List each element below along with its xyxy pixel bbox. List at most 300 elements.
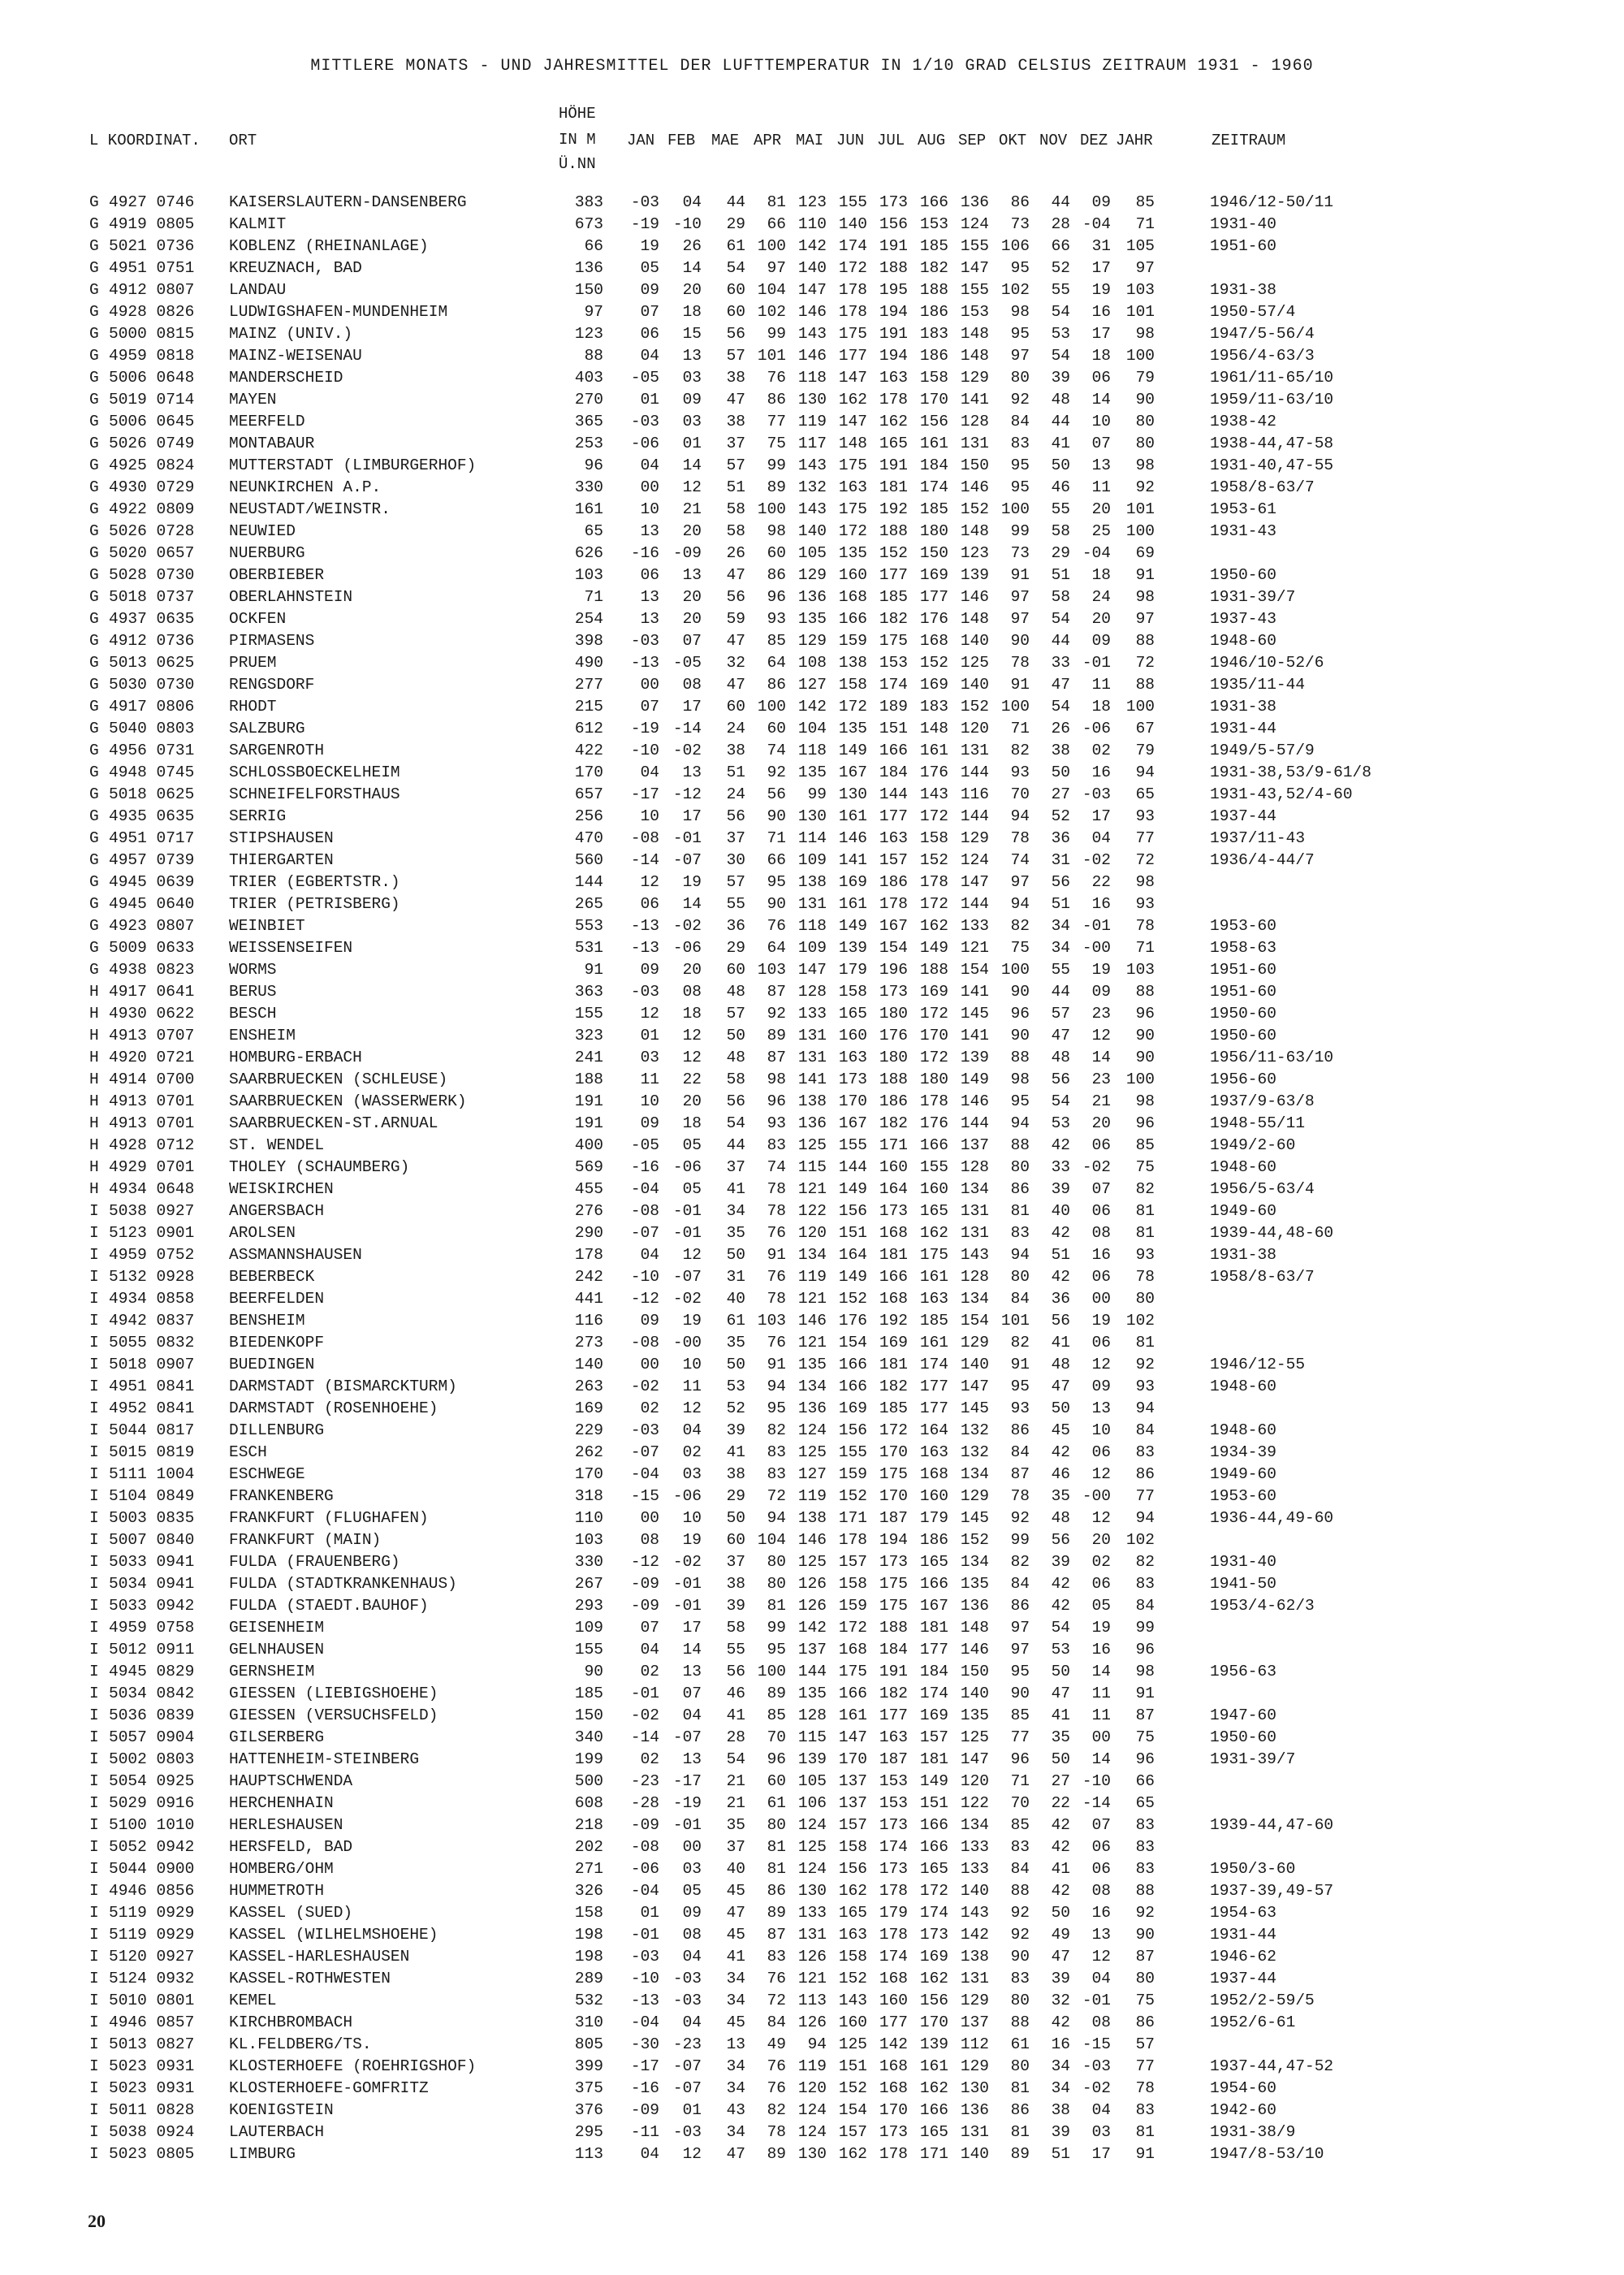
cell-mai: 138 xyxy=(797,1092,827,1110)
table-row xyxy=(0,1551,1624,1573)
cell-koordinate: 4919 0805 xyxy=(109,215,195,233)
cell-feb: 05 xyxy=(682,1180,702,1198)
cell-hoehe: 273 xyxy=(574,1334,603,1352)
cell-okt: 88 xyxy=(1010,1136,1030,1154)
cell-dez: -00 xyxy=(1082,1487,1111,1505)
cell-ort: KL.FELDBERG/TS. xyxy=(229,2035,372,2053)
cell-sep: 131 xyxy=(960,1970,989,1987)
cell-mai: 124 xyxy=(797,1860,827,1878)
cell-dez: 11 xyxy=(1091,1706,1111,1724)
table-row xyxy=(0,696,1624,718)
cell-okt: 75 xyxy=(1010,939,1030,957)
cell-aug: 172 xyxy=(919,1005,948,1023)
cell-dez: 05 xyxy=(1091,1597,1111,1615)
cell-mai: 140 xyxy=(797,522,827,540)
cell-ort: GEISENHEIM xyxy=(229,1619,325,1637)
cell-aug: 160 xyxy=(919,1487,948,1505)
table-row xyxy=(0,499,1624,521)
cell-aug: 176 xyxy=(919,610,948,628)
cell-jul: 173 xyxy=(879,193,908,211)
cell-hoehe: 276 xyxy=(574,1202,603,1220)
cell-land-code: I xyxy=(89,1531,99,1549)
cell-jun: 159 xyxy=(838,632,867,650)
cell-aug: 149 xyxy=(919,939,948,957)
cell-land-code: G xyxy=(89,895,99,913)
cell-zeitraum: 1951-60 xyxy=(1210,237,1276,255)
cell-zeitraum: 1939-44,47-60 xyxy=(1210,1816,1334,1834)
cell-nov: 56 xyxy=(1051,873,1070,891)
cell-jun: 157 xyxy=(838,1553,867,1571)
cell-jul: 177 xyxy=(879,807,908,825)
cell-aug: 169 xyxy=(919,983,948,1001)
cell-mae: 50 xyxy=(726,1246,745,1264)
cell-jul: 167 xyxy=(879,917,908,935)
cell-jahr: 98 xyxy=(1135,456,1155,474)
cell-zeitraum: 1958/8-63/7 xyxy=(1210,1268,1315,1286)
cell-apr: 104 xyxy=(757,1531,786,1549)
cell-jahr: 80 xyxy=(1135,1290,1155,1308)
cell-hoehe: 500 xyxy=(574,1772,603,1790)
cell-feb: 20 xyxy=(682,588,702,606)
cell-dez: 16 xyxy=(1091,763,1111,781)
cell-nov: 35 xyxy=(1051,1487,1070,1505)
table-row xyxy=(0,652,1624,674)
cell-sep: 145 xyxy=(960,1399,989,1417)
cell-apr: 83 xyxy=(767,1136,786,1154)
cell-jahr: 100 xyxy=(1125,522,1155,540)
cell-jahr: 86 xyxy=(1135,2013,1155,2031)
cell-apr: 82 xyxy=(767,1421,786,1439)
cell-ort: HERSFELD, BAD xyxy=(229,1838,353,1856)
table-row xyxy=(0,455,1624,477)
cell-dez: 12 xyxy=(1091,1027,1111,1045)
table-row xyxy=(0,608,1624,630)
cell-mai: 124 xyxy=(797,1421,827,1439)
cell-jan: -15 xyxy=(630,1487,659,1505)
cell-ort: SCHNEIFELFORSTHAUS xyxy=(229,785,400,803)
cell-koordinate: 5038 0927 xyxy=(109,1202,195,1220)
cell-ort: LIMBURG xyxy=(229,2145,296,2163)
cell-apr: 89 xyxy=(767,2145,786,2163)
cell-jan: -30 xyxy=(630,2035,659,2053)
cell-apr: 92 xyxy=(767,1005,786,1023)
cell-jun: 167 xyxy=(838,763,867,781)
cell-apr: 91 xyxy=(767,1356,786,1373)
table-row xyxy=(0,1617,1624,1639)
cell-koordinate: 5123 0901 xyxy=(109,1224,195,1242)
cell-mae: 61 xyxy=(726,1312,745,1330)
cell-land-code: I xyxy=(89,1575,99,1593)
cell-zeitraum: 1937/11-43 xyxy=(1210,829,1306,847)
cell-nov: 48 xyxy=(1051,391,1070,409)
cell-hoehe: 295 xyxy=(574,2123,603,2141)
cell-ort: NEUNKIRCHEN A.P. xyxy=(229,478,382,496)
cell-jahr: 96 xyxy=(1135,1641,1155,1659)
cell-okt: 86 xyxy=(1010,1421,1030,1439)
cell-aug: 186 xyxy=(919,303,948,321)
cell-aug: 177 xyxy=(919,1399,948,1417)
cell-ort: DILLENBURG xyxy=(229,1421,325,1439)
cell-jan: 02 xyxy=(640,1663,659,1680)
cell-mae: 46 xyxy=(726,1685,745,1702)
cell-mai: 142 xyxy=(797,1619,827,1637)
cell-dez: 23 xyxy=(1091,1070,1111,1088)
cell-jul: 177 xyxy=(879,566,908,584)
cell-hoehe: 150 xyxy=(574,281,603,299)
cell-nov: 48 xyxy=(1051,1356,1070,1373)
cell-nov: 39 xyxy=(1051,1970,1070,1987)
cell-zeitraum: 1939-44,48-60 xyxy=(1210,1224,1334,1242)
cell-jul: 182 xyxy=(879,1378,908,1395)
cell-jun: 172 xyxy=(838,1619,867,1637)
cell-apr: 78 xyxy=(767,1180,786,1198)
cell-land-code: I xyxy=(89,2079,99,2097)
cell-apr: 83 xyxy=(767,1465,786,1483)
cell-aug: 170 xyxy=(919,1027,948,1045)
cell-koordinate: 4957 0739 xyxy=(109,851,195,869)
cell-land-code: G xyxy=(89,413,99,430)
cell-okt: 102 xyxy=(1000,281,1030,299)
cell-feb: 13 xyxy=(682,763,702,781)
cell-land-code: I xyxy=(89,1685,99,1702)
cell-apr: 89 xyxy=(767,1027,786,1045)
cell-dez: -01 xyxy=(1082,654,1111,672)
cell-koordinate: 5033 0942 xyxy=(109,1597,195,1615)
cell-koordinate: 5028 0730 xyxy=(109,566,195,584)
cell-nov: 48 xyxy=(1051,1049,1070,1066)
cell-apr: 81 xyxy=(767,1597,786,1615)
cell-ort: SERRIG xyxy=(229,807,287,825)
cell-koordinate: 5044 0900 xyxy=(109,1860,195,1878)
cell-jul: 174 xyxy=(879,1838,908,1856)
cell-koordinate: 4959 0758 xyxy=(109,1619,195,1637)
cell-hoehe: 318 xyxy=(574,1487,603,1505)
cell-dez: 00 xyxy=(1091,1728,1111,1746)
table-row xyxy=(0,959,1624,981)
cell-jul: 172 xyxy=(879,1421,908,1439)
cell-hoehe: 340 xyxy=(574,1728,603,1746)
cell-koordinate: 4948 0745 xyxy=(109,763,195,781)
cell-jahr: 94 xyxy=(1135,1399,1155,1417)
table-row xyxy=(0,279,1624,301)
cell-jan: 07 xyxy=(640,303,659,321)
cell-mai: 127 xyxy=(797,676,827,694)
cell-mai: 118 xyxy=(797,917,827,935)
cell-sep: 148 xyxy=(960,347,989,365)
cell-feb: 08 xyxy=(682,1926,702,1944)
cell-mai: 121 xyxy=(797,1334,827,1352)
cell-feb: 17 xyxy=(682,807,702,825)
cell-jul: 181 xyxy=(879,478,908,496)
cell-land-code: I xyxy=(89,2013,99,2031)
cell-jul: 154 xyxy=(879,939,908,957)
cell-feb: -23 xyxy=(672,2035,702,2053)
cell-jun: 176 xyxy=(838,1312,867,1330)
cell-jahr: 78 xyxy=(1135,917,1155,935)
cell-jan: -07 xyxy=(630,1443,659,1461)
cell-apr: 85 xyxy=(767,632,786,650)
cell-hoehe: 330 xyxy=(574,478,603,496)
cell-jan: -01 xyxy=(630,1926,659,1944)
cell-mai: 136 xyxy=(797,1399,827,1417)
cell-okt: 71 xyxy=(1010,720,1030,737)
cell-jul: 196 xyxy=(879,961,908,979)
table-row xyxy=(0,981,1624,1003)
cell-jul: 173 xyxy=(879,1860,908,1878)
cell-nov: 56 xyxy=(1051,1070,1070,1088)
cell-apr: 86 xyxy=(767,1882,786,1900)
cell-jul: 163 xyxy=(879,829,908,847)
cell-feb: -01 xyxy=(672,1816,702,1834)
cell-mai: 125 xyxy=(797,1553,827,1571)
cell-nov: 47 xyxy=(1051,1027,1070,1045)
cell-nov: 41 xyxy=(1051,1860,1070,1878)
cell-jahr: 93 xyxy=(1135,1378,1155,1395)
cell-ort: HERCHENHAIN xyxy=(229,1794,334,1812)
cell-hoehe: 376 xyxy=(574,2101,603,2119)
cell-jan: -09 xyxy=(630,1816,659,1834)
cell-aug: 185 xyxy=(919,237,948,255)
cell-jul: 186 xyxy=(879,1092,908,1110)
cell-jan: -12 xyxy=(630,1553,659,1571)
cell-feb: -03 xyxy=(672,1970,702,1987)
cell-mai: 140 xyxy=(797,259,827,277)
cell-jul: 185 xyxy=(879,1399,908,1417)
cell-aug: 165 xyxy=(919,1202,948,1220)
cell-land-code: I xyxy=(89,1838,99,1856)
header-mai: MAI xyxy=(796,132,824,149)
cell-jahr: 71 xyxy=(1135,939,1155,957)
cell-okt: 93 xyxy=(1010,1399,1030,1417)
cell-ort: OBERBIEBER xyxy=(229,566,325,584)
cell-okt: 100 xyxy=(1000,500,1030,518)
cell-hoehe: 256 xyxy=(574,807,603,825)
cell-mae: 41 xyxy=(726,1443,745,1461)
cell-land-code: H xyxy=(89,1114,99,1132)
cell-ort: MANDERSCHEID xyxy=(229,369,343,387)
cell-land-code: I xyxy=(89,1487,99,1505)
cell-koordinate: 5029 0916 xyxy=(109,1794,195,1812)
cell-jan: -16 xyxy=(630,2079,659,2097)
cell-sep: 139 xyxy=(960,1049,989,1066)
cell-jun: 149 xyxy=(838,1180,867,1198)
cell-mae: 45 xyxy=(726,1882,745,1900)
header-okt: OKT xyxy=(999,132,1027,149)
cell-aug: 172 xyxy=(919,895,948,913)
cell-koordinate: 4945 0640 xyxy=(109,895,195,913)
cell-feb: 14 xyxy=(682,1641,702,1659)
table-row xyxy=(0,893,1624,915)
cell-hoehe: 188 xyxy=(574,1070,603,1088)
cell-sep: 125 xyxy=(960,654,989,672)
cell-land-code: I xyxy=(89,1202,99,1220)
cell-hoehe: 422 xyxy=(574,742,603,759)
cell-mai: 114 xyxy=(797,829,827,847)
cell-jan: -13 xyxy=(630,654,659,672)
cell-sep: 148 xyxy=(960,325,989,343)
cell-dez: -00 xyxy=(1082,939,1111,957)
cell-koordinate: 5040 0803 xyxy=(109,720,195,737)
cell-hoehe: 178 xyxy=(574,1246,603,1264)
cell-jahr: 100 xyxy=(1125,347,1155,365)
cell-jul: 173 xyxy=(879,1816,908,1834)
cell-mai: 130 xyxy=(797,1882,827,1900)
cell-dez: 17 xyxy=(1091,807,1111,825)
cell-jun: 155 xyxy=(838,1136,867,1154)
header-jan: JAN xyxy=(627,132,655,149)
cell-sep: 141 xyxy=(960,391,989,409)
cell-okt: 80 xyxy=(1010,1268,1030,1286)
cell-hoehe: 96 xyxy=(584,456,603,474)
cell-dez: 12 xyxy=(1091,1465,1111,1483)
cell-feb: 04 xyxy=(682,2013,702,2031)
cell-aug: 162 xyxy=(919,1970,948,1987)
cell-mae: 44 xyxy=(726,1136,745,1154)
cell-okt: 90 xyxy=(1010,1027,1030,1045)
cell-nov: 55 xyxy=(1051,961,1070,979)
cell-ort: HOMBURG-ERBACH xyxy=(229,1049,362,1066)
cell-jan: -17 xyxy=(630,785,659,803)
cell-ort: MAYEN xyxy=(229,391,277,409)
cell-zeitraum: 1949/5-57/9 xyxy=(1210,742,1315,759)
cell-okt: 106 xyxy=(1000,237,1030,255)
table-row xyxy=(0,1091,1624,1113)
cell-jun: 152 xyxy=(838,1290,867,1308)
cell-zeitraum: 1931-43 xyxy=(1210,522,1276,540)
cell-ort: KASSEL (WILHELMSHOEHE) xyxy=(229,1926,438,1944)
cell-feb: -14 xyxy=(672,720,702,737)
cell-jun: 172 xyxy=(838,698,867,716)
header-sep: SEP xyxy=(958,132,987,149)
cell-dez: -01 xyxy=(1082,917,1111,935)
cell-aug: 161 xyxy=(919,742,948,759)
cell-nov: 34 xyxy=(1051,2079,1070,2097)
cell-zeitraum: 1937-44,47-52 xyxy=(1210,2057,1334,2075)
cell-hoehe: 191 xyxy=(574,1114,603,1132)
cell-jun: 166 xyxy=(838,1685,867,1702)
cell-apr: 101 xyxy=(757,347,786,365)
cell-land-code: H xyxy=(89,1070,99,1088)
cell-jahr: 90 xyxy=(1135,1049,1155,1066)
cell-feb: 09 xyxy=(682,391,702,409)
cell-land-code: I xyxy=(89,1356,99,1373)
cell-zeitraum: 1942-60 xyxy=(1210,2101,1276,2119)
cell-hoehe: 310 xyxy=(574,2013,603,2031)
cell-dez: 06 xyxy=(1091,1838,1111,1856)
cell-jahr: 83 xyxy=(1135,2101,1155,2119)
table-row xyxy=(0,2078,1624,2100)
cell-apr: 56 xyxy=(767,785,786,803)
cell-jahr: 80 xyxy=(1135,413,1155,430)
cell-feb: 05 xyxy=(682,1882,702,1900)
cell-ort: BENSHEIM xyxy=(229,1312,305,1330)
cell-apr: 86 xyxy=(767,566,786,584)
cell-sep: 146 xyxy=(960,588,989,606)
cell-ort: GIESSEN (VERSUCHSFELD) xyxy=(229,1706,438,1724)
cell-land-code: G xyxy=(89,478,99,496)
cell-jahr: 97 xyxy=(1135,259,1155,277)
cell-okt: 92 xyxy=(1010,391,1030,409)
cell-mae: 51 xyxy=(726,478,745,496)
cell-land-code: I xyxy=(89,1882,99,1900)
cell-jun: 168 xyxy=(838,1641,867,1659)
cell-jul: 173 xyxy=(879,983,908,1001)
cell-hoehe: 97 xyxy=(584,303,603,321)
cell-ort: MAINZ-WEISENAU xyxy=(229,347,362,365)
cell-feb: 10 xyxy=(682,1356,702,1373)
cell-land-code: I xyxy=(89,1619,99,1637)
cell-ort: WEINBIET xyxy=(229,917,305,935)
cell-land-code: I xyxy=(89,1970,99,1987)
cell-jan: 09 xyxy=(640,281,659,299)
cell-jahr: 75 xyxy=(1135,1158,1155,1176)
cell-hoehe: 553 xyxy=(574,917,603,935)
cell-dez: 18 xyxy=(1091,347,1111,365)
cell-jun: 164 xyxy=(838,1246,867,1264)
cell-feb: -05 xyxy=(672,654,702,672)
cell-jan: -17 xyxy=(630,2057,659,2075)
cell-aug: 158 xyxy=(919,369,948,387)
cell-hoehe: 531 xyxy=(574,939,603,957)
cell-jun: 146 xyxy=(838,829,867,847)
cell-sep: 155 xyxy=(960,281,989,299)
cell-aug: 174 xyxy=(919,1685,948,1702)
table-row xyxy=(0,784,1624,806)
cell-okt: 85 xyxy=(1010,1816,1030,1834)
cell-mae: 13 xyxy=(726,2035,745,2053)
cell-sep: 147 xyxy=(960,1750,989,1768)
cell-feb: 12 xyxy=(682,1049,702,1066)
cell-okt: 94 xyxy=(1010,807,1030,825)
header-jahr: JAHR xyxy=(1116,132,1153,149)
cell-zeitraum: 1934-39 xyxy=(1210,1443,1276,1461)
cell-ort: HOMBERG/OHM xyxy=(229,1860,334,1878)
cell-dez: 07 xyxy=(1091,1816,1111,1834)
cell-dez: 17 xyxy=(1091,259,1111,277)
cell-okt: 83 xyxy=(1010,1224,1030,1242)
cell-mai: 136 xyxy=(797,1114,827,1132)
cell-aug: 166 xyxy=(919,1816,948,1834)
cell-okt: 82 xyxy=(1010,917,1030,935)
table-row xyxy=(0,1880,1624,1902)
cell-okt: 97 xyxy=(1010,588,1030,606)
cell-jahr: 98 xyxy=(1135,325,1155,343)
cell-apr: 81 xyxy=(767,1838,786,1856)
cell-land-code: I xyxy=(89,2035,99,2053)
cell-jahr: 88 xyxy=(1135,983,1155,1001)
cell-sep: 146 xyxy=(960,1641,989,1659)
cell-koordinate: 4930 0622 xyxy=(109,1005,195,1023)
cell-apr: 76 xyxy=(767,369,786,387)
cell-okt: 99 xyxy=(1010,522,1030,540)
cell-mai: 135 xyxy=(797,763,827,781)
cell-jun: 143 xyxy=(838,1992,867,2009)
cell-sep: 138 xyxy=(960,1948,989,1966)
cell-okt: 90 xyxy=(1010,1685,1030,1702)
cell-dez: 06 xyxy=(1091,1443,1111,1461)
cell-jul: 181 xyxy=(879,1356,908,1373)
cell-feb: 04 xyxy=(682,193,702,211)
cell-mai: 133 xyxy=(797,1005,827,1023)
cell-jan: 05 xyxy=(640,259,659,277)
cell-nov: 34 xyxy=(1051,917,1070,935)
cell-mae: 35 xyxy=(726,1224,745,1242)
cell-jahr: 88 xyxy=(1135,1882,1155,1900)
cell-zeitraum: 1953-60 xyxy=(1210,1487,1276,1505)
cell-feb: -19 xyxy=(672,1794,702,1812)
cell-hoehe: 267 xyxy=(574,1575,603,1593)
cell-sep: 129 xyxy=(960,1487,989,1505)
